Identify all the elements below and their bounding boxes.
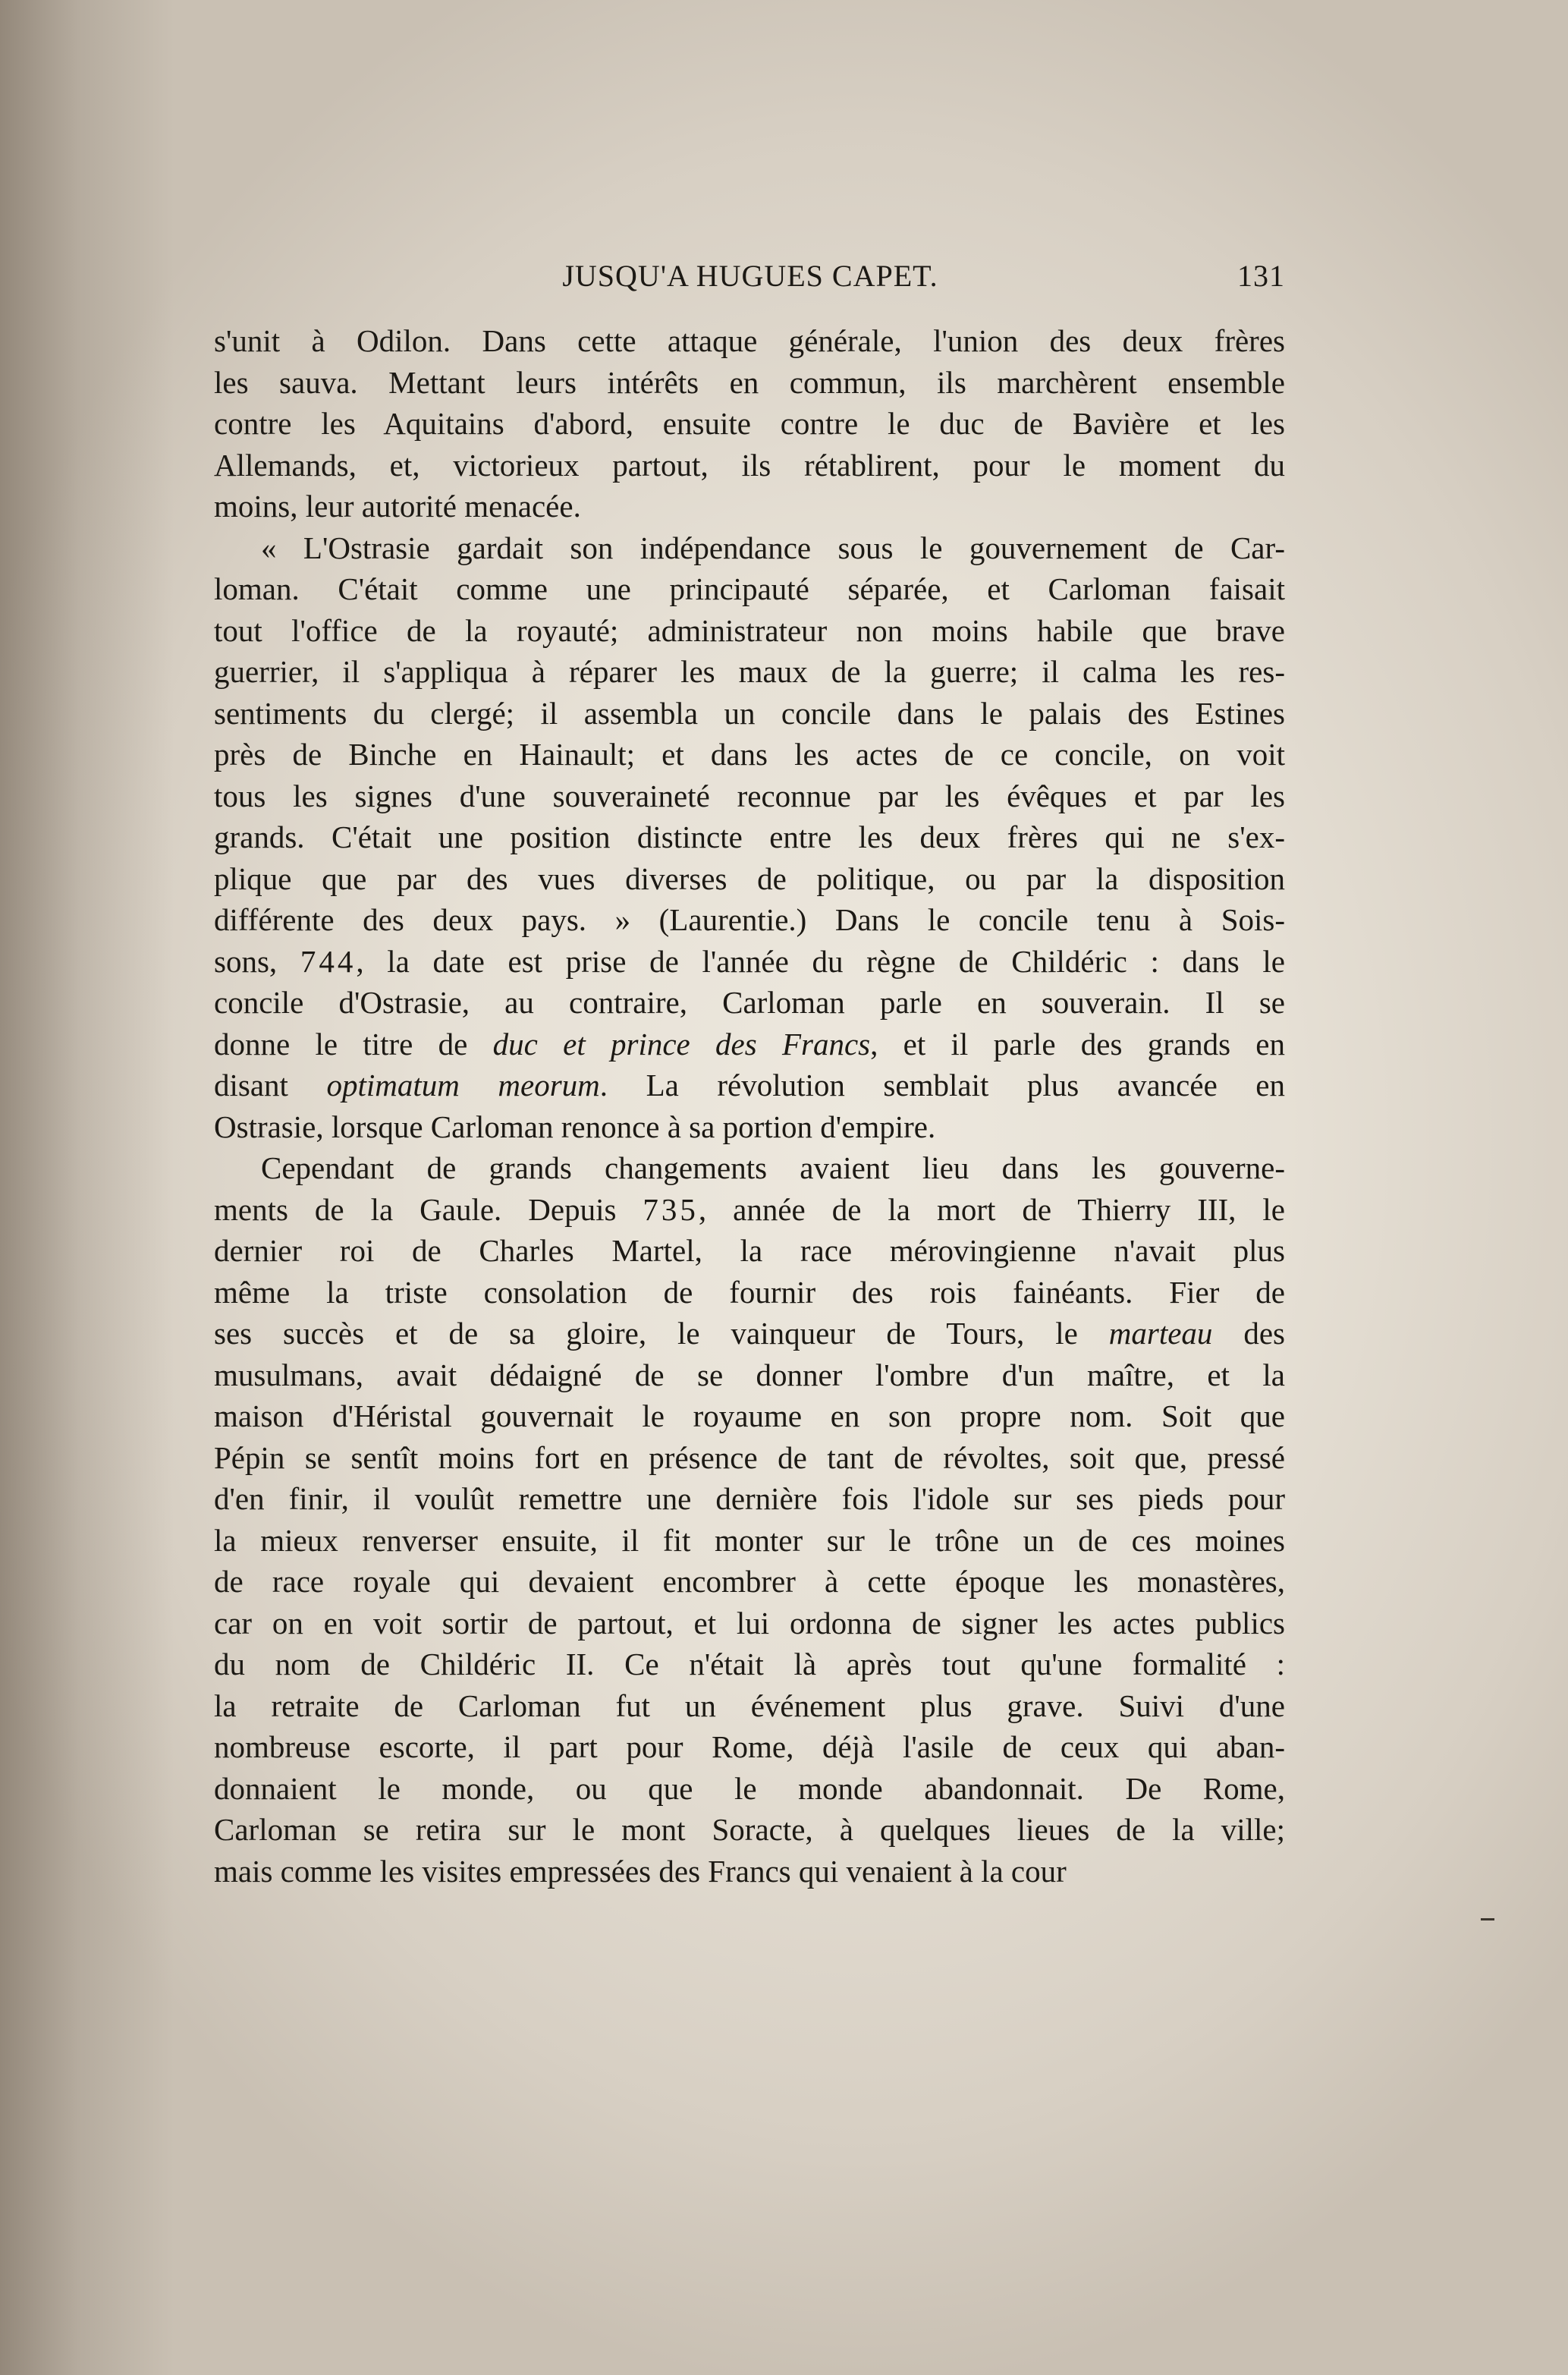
- text-line: disant optimatum meorum. La révolution semblait plus avancée en: [214, 1068, 1285, 1103]
- paragraph: [214, 1147, 1285, 1892]
- text-line: concile d'Ostrasie, au contraire, Carloman parle en souverain. Il se: [214, 985, 1285, 1020]
- text-line: tout l'office de la royauté; administrateur non moins habile que brave: [214, 612, 1285, 648]
- text-line: nombreuse escorte, il part pour Rome, déjà l'asile de ceux qui aban-: [214, 1729, 1285, 1764]
- text-line: de race royale qui devaient encombrer à cette époque les monastères,: [214, 1564, 1285, 1599]
- text-line: Cependant de grands changements avaient lieu dans les gouverne-: [261, 1150, 1285, 1185]
- text-line: grands. C'était une position distincte entre les deux frères qui ne s'ex-: [214, 819, 1285, 854]
- text-line: mais comme les visites empressées des Francs qui venaient à la cour: [214, 1853, 1067, 1889]
- text-line: s'unit à Odilon. Dans cette attaque générale, l'union des deux frères: [214, 323, 1285, 358]
- text-line: d'en finir, il voulût remettre une dernière fois l'idole sur ses pieds pour: [214, 1481, 1285, 1516]
- text-line: musulmans, avait dédaigné de se donner l'ombre d'un maître, et la: [214, 1357, 1285, 1392]
- text-line: donne le titre de duc et prince des Francs, et il parle des grands en: [214, 1026, 1285, 1062]
- text-line: près de Binche en Hainault; et dans les actes de ce concile, on voit: [214, 737, 1285, 772]
- text-line: moins, leur autorité menacée.: [214, 489, 581, 524]
- text-line: loman. C'était comme une principauté séparée, et Carloman faisait: [214, 571, 1285, 606]
- text-line: du nom de Childéric II. Ce n'était là après tout qu'une formalité :: [214, 1647, 1285, 1681]
- text-line: maison d'Héristal gouvernait le royaume en son propre nom. Soit que: [214, 1398, 1285, 1433]
- text-line: donnaient le monde, ou que le monde abandonnait. De Rome,: [214, 1770, 1285, 1806]
- margin-mark: [1481, 1918, 1494, 1920]
- running-title: JUSQU'A HUGUES CAPET.: [562, 259, 938, 293]
- page-header: [215, 258, 1285, 297]
- text-line: les sauva. Mettant leurs intérêts en commun, ils marchèrent ensemble: [214, 364, 1285, 400]
- text-line: « L'Ostrasie gardait son indépendance sous le gouvernement de Car-: [261, 530, 1285, 565]
- text-line: Pépin se sentît moins fort en présence de tant de révoltes, soit que, pressé: [214, 1439, 1285, 1475]
- text-line: sons, 744, la date est prise de l'année du règne de Childéric : dans le: [214, 943, 1285, 979]
- text-line: plique que par des vues diverses de politique, ou par la disposition: [214, 860, 1285, 896]
- text-line: Carloman se retira sur le mont Soracte, à quelques lieues de la ville;: [214, 1812, 1285, 1847]
- text-line: dernier roi de Charles Martel, la race mérovingienne n'avait plus: [214, 1233, 1285, 1268]
- text-line: ments de la Gaule. Depuis 735, année de la mort de Thierry III, le: [214, 1191, 1285, 1227]
- text-line: différente des deux pays. » (Laurentie.) Dans le concile tenu à Sois-: [214, 902, 1285, 937]
- text-line: tous les signes d'une souveraineté reconnue par les évêques et par les: [214, 778, 1285, 813]
- text-line: la retraite de Carloman fut un événement plus grave. Suivi d'une: [214, 1688, 1285, 1723]
- text-line: Allemands, et, victorieux partout, ils rétablirent, pour le moment du: [214, 447, 1285, 483]
- text-line: même la triste consolation de fournir des rois fainéants. Fier de: [214, 1274, 1285, 1310]
- page-number: 131: [1237, 259, 1285, 293]
- paragraph: [214, 320, 1285, 527]
- paragraph: [214, 527, 1285, 1148]
- text-line: guerrier, il s'appliqua à réparer les maux de la guerre; il calma les res-: [214, 654, 1285, 689]
- text-line: sentiments du clergé; il assembla un concile dans le palais des Estines: [214, 695, 1285, 731]
- text-line: contre les Aquitains d'abord, ensuite contre le duc de Bavière et les: [214, 406, 1285, 441]
- text-line: car on en voit sortir de partout, et lui ordonna de signer les actes publics: [214, 1605, 1285, 1640]
- text-line: ses succès et de sa gloire, le vainqueur de Tours, le marteau des: [214, 1316, 1285, 1351]
- body-text: [214, 320, 1285, 1892]
- text-line: la mieux renverser ensuite, il fit monter sur le trône un de ces moines: [214, 1522, 1285, 1558]
- text-line: Ostrasie, lorsque Carloman renonce à sa portion d'empire.: [214, 1109, 936, 1144]
